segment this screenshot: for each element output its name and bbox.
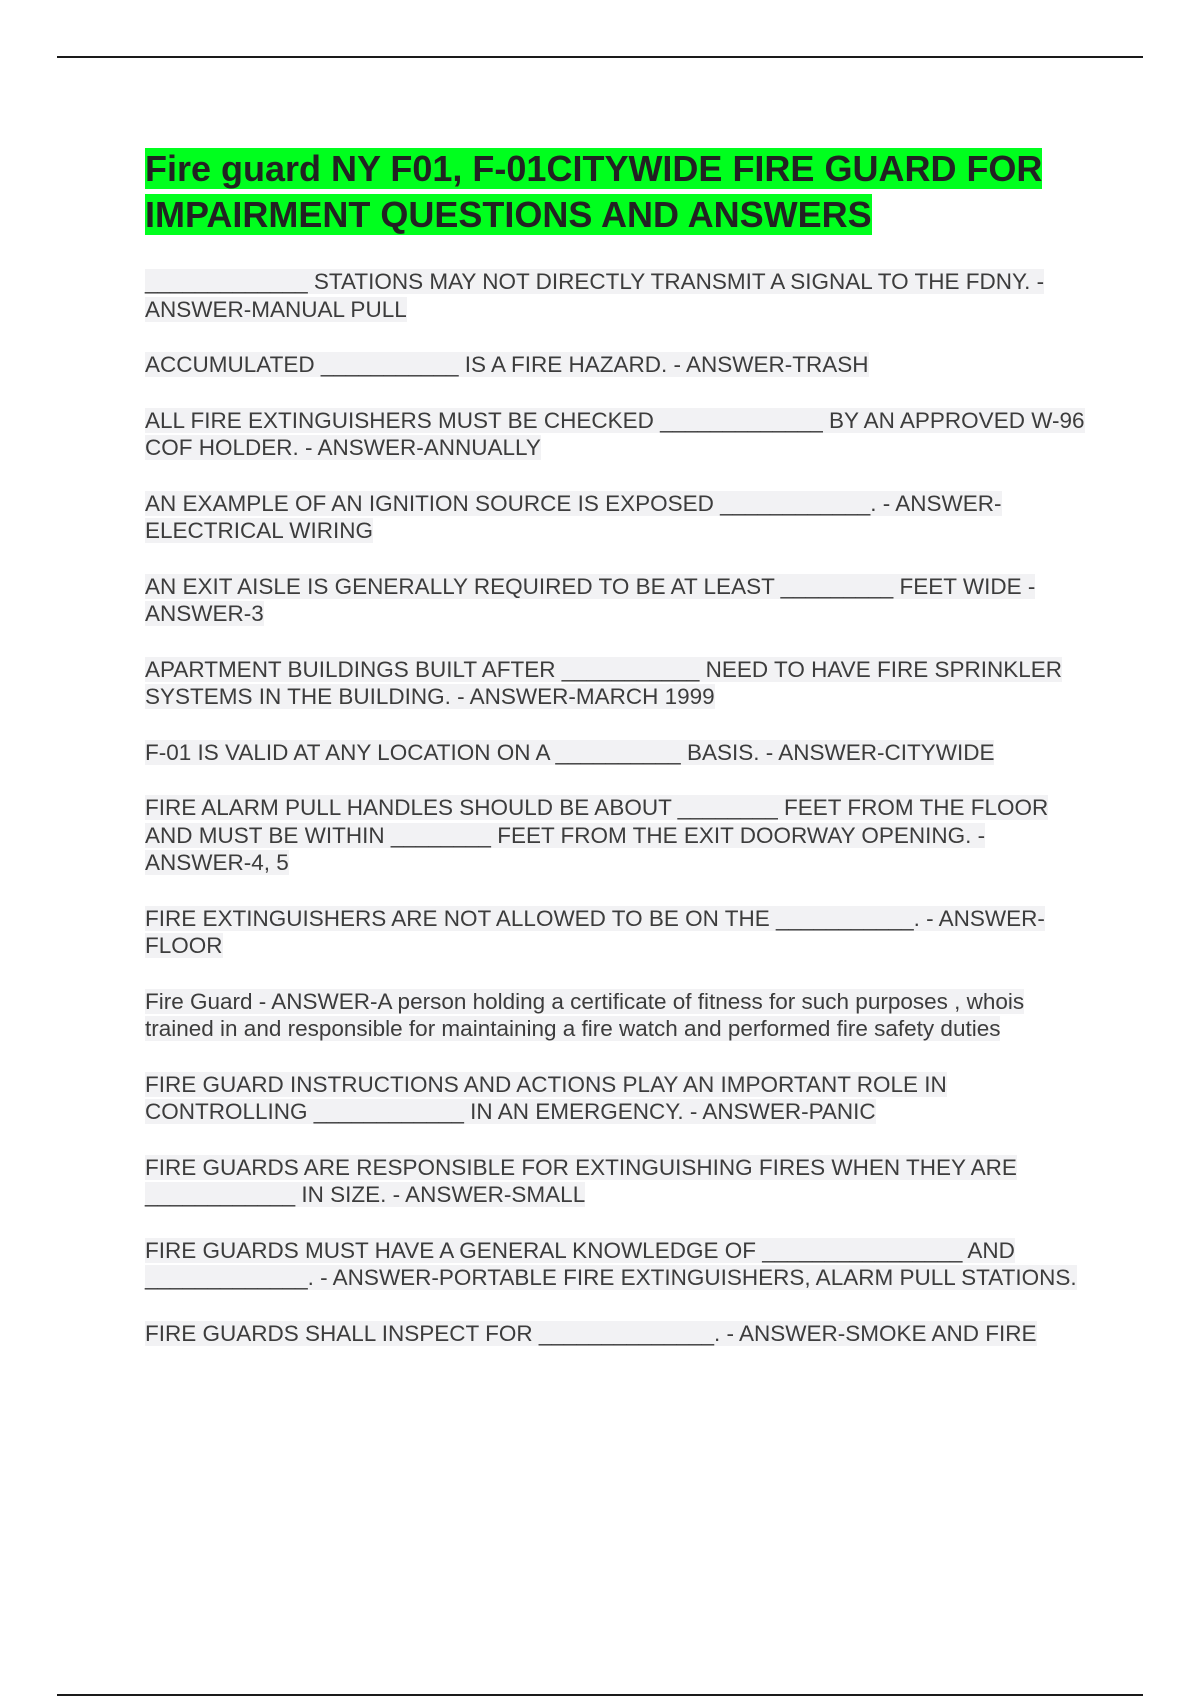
qa-item: ALL FIRE EXTINGUISHERS MUST BE CHECKED _____________ BY AN APPROVED W-96 COF HOLDER. - ANSWER-ANNUALLY bbox=[145, 407, 1085, 460]
qa-item: FIRE GUARDS MUST HAVE A GENERAL KNOWLEDGE OF ________________ AND _____________. - ANSWER-PORTABLE FIRE EXTINGUISHERS, ALARM PULL STATIONS. bbox=[145, 1237, 1077, 1290]
qa-item: FIRE GUARDS SHALL INSPECT FOR ______________. - ANSWER-SMOKE AND FIRE bbox=[145, 1320, 1037, 1346]
qa-item: APARTMENT BUILDINGS BUILT AFTER ___________ NEED TO HAVE FIRE SPRINKLER SYSTEMS IN THE BUILDING. - ANSWER-MARCH 1999 bbox=[145, 656, 1062, 709]
qa-item: AN EXAMPLE OF AN IGNITION SOURCE IS EXPOSED ____________. - ANSWER-ELECTRICAL WIRING bbox=[145, 490, 1002, 543]
qa-item: _____________ STATIONS MAY NOT DIRECTLY TRANSMIT A SIGNAL TO THE FDNY. - ANSWER-MANUAL PULL bbox=[145, 269, 1045, 322]
qa-item: FIRE EXTINGUISHERS ARE NOT ALLOWED TO BE ON THE ___________. - ANSWER-FLOOR bbox=[145, 905, 1045, 958]
qa-item: FIRE GUARDS ARE RESPONSIBLE FOR EXTINGUISHING FIRES WHEN THEY ARE ____________ IN SIZE. - ANSWER-SMALL bbox=[145, 1154, 1017, 1207]
footer-rule bbox=[57, 1694, 1143, 1696]
document-title: Fire guard NY F01, F-01CITYWIDE FIRE GUARD FOR IMPAIRMENT QUESTIONS AND ANSWERS bbox=[145, 148, 1043, 235]
document-body bbox=[145, 146, 1095, 1375]
qa-item: ACCUMULATED ___________ IS A FIRE HAZARD. - ANSWER-TRASH bbox=[145, 352, 869, 377]
qa-item: F-01 IS VALID AT ANY LOCATION ON A __________ BASIS. - ANSWER-CITYWIDE bbox=[145, 739, 995, 765]
header-rule bbox=[57, 56, 1143, 58]
qa-item: Fire Guard - ANSWER-A person holding a certificate of fitness for such purposes , whois trained in and responsible for maintaining a fire watch and performed fire safety duties bbox=[145, 988, 1025, 1041]
qa-item: FIRE ALARM PULL HANDLES SHOULD BE ABOUT ________ FEET FROM THE FLOOR AND MUST BE WITHIN ________ FEET FROM THE EXIT DOORWAY OPENING. - ANSWER-4, 5 bbox=[145, 795, 1049, 875]
qa-item: AN EXIT AISLE IS GENERALLY REQUIRED TO BE AT LEAST _________ FEET WIDE - ANSWER-3 bbox=[145, 573, 1036, 626]
qa-item: FIRE GUARD INSTRUCTIONS AND ACTIONS PLAY AN IMPORTANT ROLE IN CONTROLLING ____________ IN AN EMERGENCY. - ANSWER-PANIC bbox=[145, 1071, 947, 1124]
